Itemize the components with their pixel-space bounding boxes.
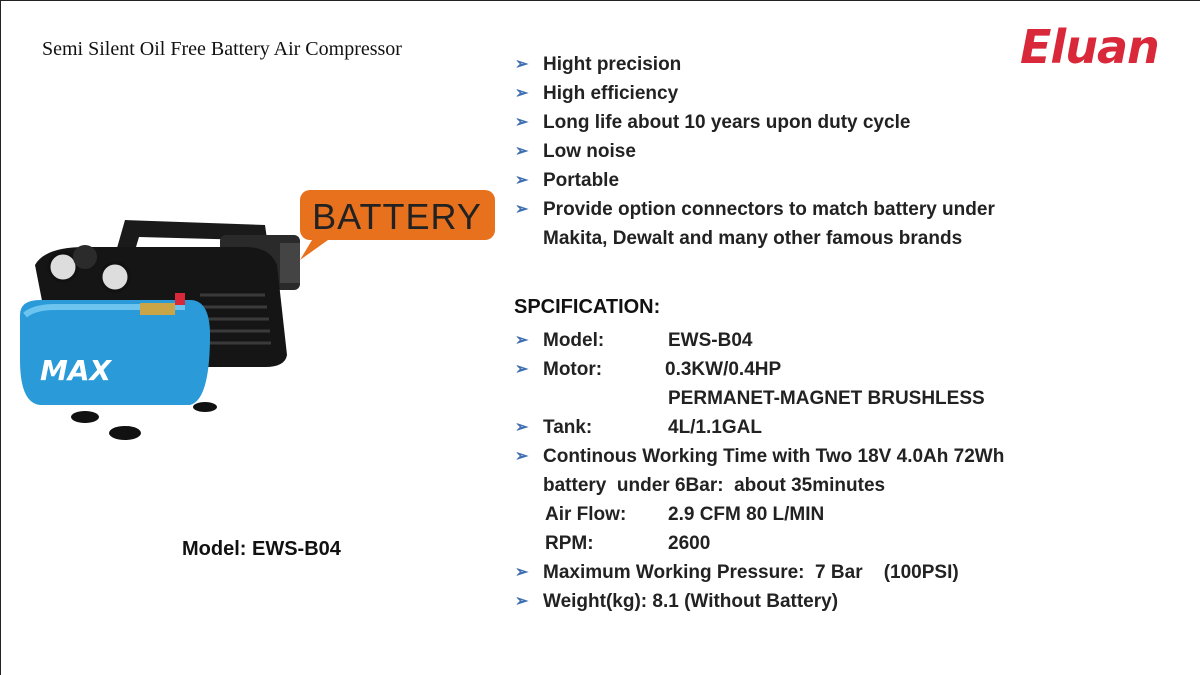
battery-callout bbox=[300, 190, 495, 260]
spec-list bbox=[515, 326, 1135, 616]
list-item: ➢ Portable bbox=[515, 166, 1115, 195]
arrow-bullet-icon: ➢ bbox=[515, 143, 529, 160]
spec-weight: ➢ Weight(kg): 8.1 (Without Battery) bbox=[515, 587, 1135, 616]
list-item: ➢ High efficiency bbox=[515, 79, 1115, 108]
arrow-bullet-icon: ➢ bbox=[515, 201, 529, 218]
spec-heading: SPCIFICATION: bbox=[514, 296, 661, 318]
spec-max-pressure: ➢ Maximum Working Pressure: 7 Bar (100PSI) bbox=[515, 558, 1135, 587]
list-item: ➢ Low noise bbox=[515, 137, 1115, 166]
callout-label: BATTERY bbox=[312, 196, 482, 237]
arrow-bullet-icon: ➢ bbox=[515, 172, 529, 189]
spec-motor: ➢ Motor: 0.3KW/0.4HP bbox=[515, 355, 1135, 384]
arrow-bullet-icon: ➢ bbox=[515, 56, 529, 73]
arrow-bullet-icon: ➢ bbox=[515, 114, 529, 131]
spec-working-time-continuation: battery under 6Bar: about 35minutes bbox=[543, 475, 886, 496]
list-item-continuation: Makita, Dewalt and many other famous brands bbox=[543, 228, 963, 249]
spec-airflow: Air Flow: 2.9 CFM 80 L/MIN bbox=[545, 504, 825, 525]
spec-motor-type: PERMANET-MAGNET BRUSHLESS bbox=[668, 388, 985, 409]
slide-title: Semi Silent Oil Free Battery Air Compressor bbox=[42, 38, 402, 60]
arrow-bullet-icon: ➢ bbox=[515, 332, 529, 349]
pressure-gauge-left bbox=[49, 253, 77, 281]
tank-badge: MAX bbox=[40, 354, 112, 387]
arrow-bullet-icon: ➢ bbox=[515, 564, 529, 581]
spec-working-time: ➢ Continous Working Time with Two 18V 4.0Ah 72Wh bbox=[515, 442, 1135, 471]
list-item: ➢ Long life about 10 years upon duty cycle bbox=[515, 108, 1115, 137]
list-item: ➢ Provide option connectors to match battery under bbox=[515, 195, 1115, 224]
arrow-bullet-icon: ➢ bbox=[515, 419, 529, 436]
arrow-bullet-icon: ➢ bbox=[515, 593, 529, 610]
brand-logo: Eluan bbox=[1020, 20, 1159, 74]
spec-model: ➢ Model: EWS-B04 bbox=[515, 326, 1135, 355]
regulator-knob bbox=[73, 245, 97, 269]
pressure-gauge-right bbox=[101, 263, 129, 291]
arrow-bullet-icon: ➢ bbox=[515, 85, 529, 102]
arrow-bullet-icon: ➢ bbox=[515, 448, 529, 465]
spec-rpm: RPM: 2600 bbox=[545, 533, 711, 554]
list-item: ➢ Hight precision bbox=[515, 50, 1115, 79]
spec-tank: ➢ Tank: 4L/1.1GAL bbox=[515, 413, 1135, 442]
product-image bbox=[15, 185, 500, 445]
arrow-bullet-icon: ➢ bbox=[515, 361, 529, 378]
feature-list bbox=[515, 50, 1115, 253]
model-caption: Model: EWS-B04 bbox=[182, 538, 341, 560]
